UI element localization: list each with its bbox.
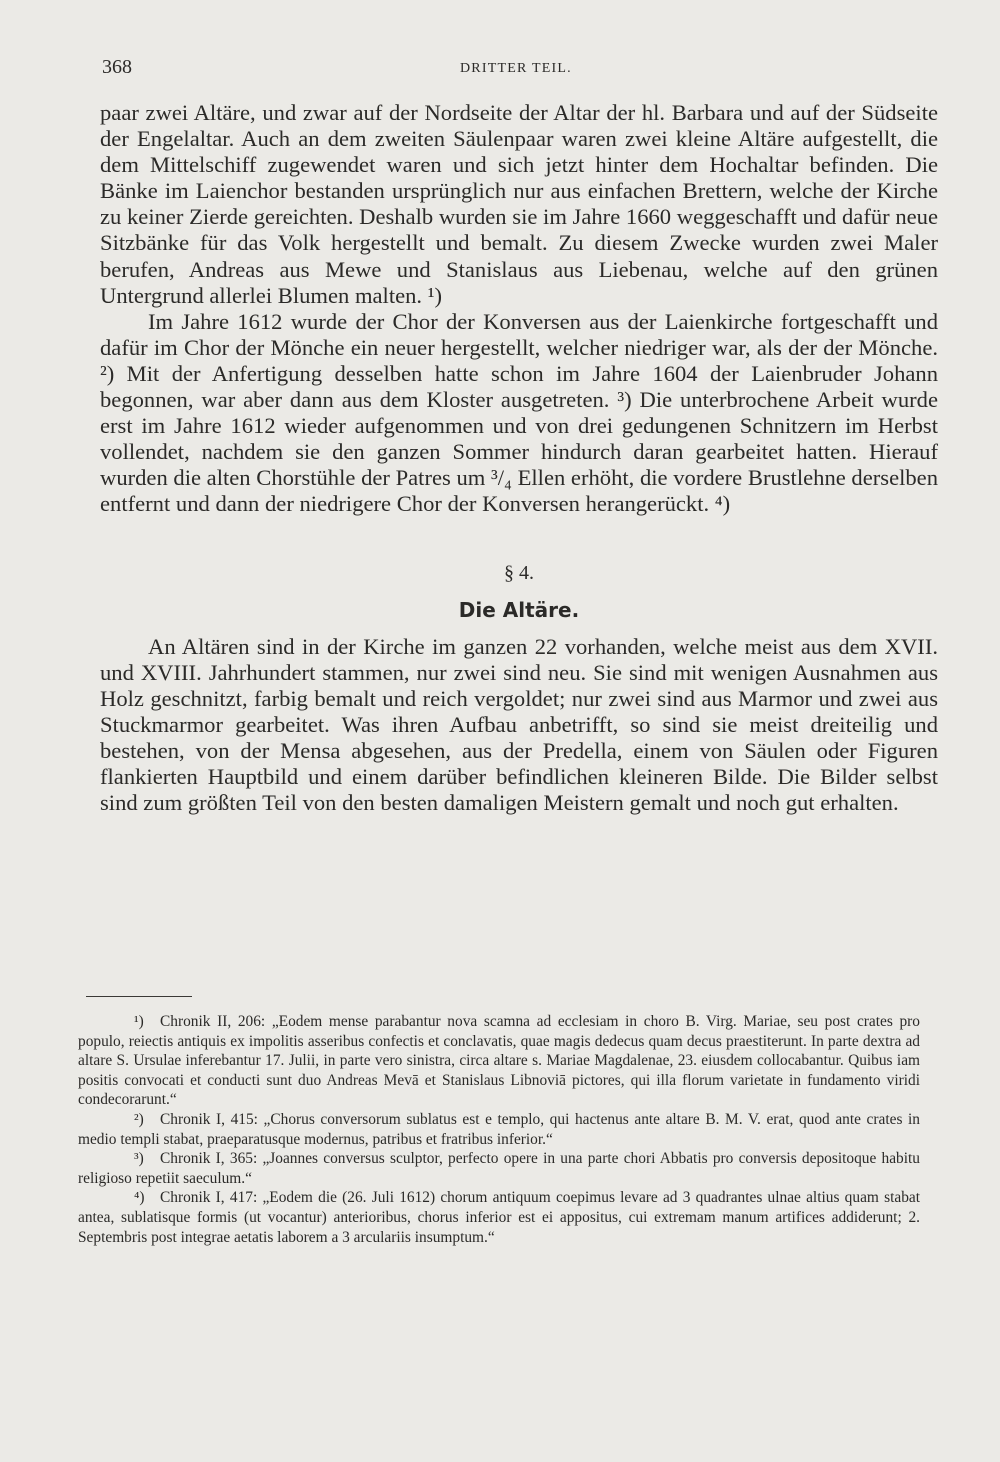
body-paragraph: paar zwei Altäre, und zwar auf der Nordseite der Altar der hl. Barbara und auf der Südseite der Engelaltar. Auch an dem zweiten Säulenpaar waren zwei kleine Altäre aufgestellt, die dem Mittelschiff zugewendet waren und sich jetzt hinter dem Hochaltar befinden. Die Bänke im Laienchor bestanden ursprünglich nur aus einfachen Brettern, welche der Kirche zu keiner Zierde gereichten. Deshalb wurden sie im Jahre 1660 weggeschafft und dafür neue Sitzbänke für das Volk hergestellt und bemalt. Zu diesem Zwecke wurden zwei Maler berufen, Andreas aus Mewe und Stanislaus aus Liebenau, welche auf den grünen Untergrund allerlei Blumen malten. ¹) bbox=[100, 100, 938, 308]
running-head: DRITTER TEIL. bbox=[460, 61, 572, 76]
footnote-text: Chronik I, 365: „Joannes conversus sculptor, perfecto opere in una parte chori Abbatis pro conversis depositoque habitu religioso repetiit saeculum.“ bbox=[78, 1150, 920, 1187]
footnote-mark: ¹) bbox=[134, 1013, 144, 1030]
footnote bbox=[78, 1012, 920, 1110]
footnote-divider bbox=[86, 996, 192, 997]
footnote-text: Chronik I, 417: „Eodem die (26. Juli 1612) chorum antiquum coepimus levare ad 3 quadrantes ulnae altius quam stabat antea, sublatisque formis (ut vocantur) anterioribus, chorus inferior est ei appositus, cui extremam manum artifices addiderunt; 2. Septembris post integrae aetatis laborem a 3 arculariis insumptum.“ bbox=[78, 1189, 920, 1246]
page-header bbox=[102, 56, 916, 86]
page-number: 368 bbox=[102, 56, 132, 78]
main-text bbox=[100, 100, 938, 816]
footnote-text: Chronik I, 415: „Chorus conversorum sublatus est e templo, qui hactenus ante altare B. M. V. erat, quod ante crates in medio templi stabat, praeparatusque modernus, patribus et fratribus inferior.“ bbox=[78, 1110, 920, 1148]
footnote bbox=[78, 1110, 920, 1149]
footnote bbox=[78, 1188, 920, 1247]
section-number: § 4. bbox=[504, 561, 534, 584]
footnote-text: Chronik II, 206: „Eodem mense parabantur nova scamna ad ecclesiam in choro B. Virg. Mariae, seu post crates pro populo, reiectis antiquis ex impolitis asseribus confectis et conclavatis, quae magis dedecus quam decus praestiterunt. In parte dextra ad altare S. Ursulae inferebantur 17. Julii, in parte vero sinistra, circa altare s. Mariae Magdalenae, 23. eiusdem collocabantur. Quibus iam positis convocati et conducti sunt duo Andreas Mevā et Stanislaus Libnoviā pictores, qui illa florum varietate in fundamento viridi condecorarunt.“ bbox=[78, 1013, 920, 1109]
footnote-mark: ⁴) bbox=[134, 1189, 145, 1207]
footnote-mark: ²) bbox=[134, 1110, 144, 1128]
section-title: Die Altäre. bbox=[458, 597, 580, 622]
footnotes bbox=[78, 1012, 920, 1247]
section-paragraph: An Altären sind in der Kirche im ganzen 22 vorhanden, welche meist aus dem XVII. und XVIII. Jahrhundert stammen, nur zwei sind neu. Sie sind mit wenigen Ausnahmen aus Holz geschnitzt, farbig bemalt und reich vergoldet; nur zwei sind aus Marmor und zwei aus Stuckmarmor gearbeitet. Was ihren Aufbau anbetrifft, so sind sie meist dreiteilig und bestehen, von der Mensa abgesehen, aus der Predella, einem von Säulen oder Figuren flankierten Hauptbild und einem darüber befindlichen kleineren Bilde. Die Bilder selbst sind zum größten Teil von den besten damaligen Meistern gemalt und noch gut erhalten. bbox=[100, 633, 938, 816]
footnote bbox=[78, 1149, 920, 1188]
footnote-mark: ³) bbox=[134, 1150, 144, 1168]
body-paragraph: Im Jahre 1612 wurde der Chor der Konversen aus der Laienkirche fortgeschafft und dafür im Chor der Mönche ein neuer hergestellt, welcher niedriger war, als der der Mönche. ²) Mit der Anfertigung desselben hatte schon im Jahre 1604 der Laienbruder Johann begonnen, war aber dann aus dem Kloster ausgetreten. ³) Die unterbrochene Arbeit wurde erst im Jahre 1612 wieder aufgenommen und von drei gedungenen Schnitzern im Herbst vollendet, nachdem sie den ganzen Sommer hindurch daran gearbeitet hatten. Hierauf wurden die alten Chorstühle der Patres um ³/₄ Ellen erhöht, die vordere Brustlehne derselben entfernt und dann der niedrigere Chor der Konversen herangerückt. ⁴) bbox=[100, 308, 938, 517]
